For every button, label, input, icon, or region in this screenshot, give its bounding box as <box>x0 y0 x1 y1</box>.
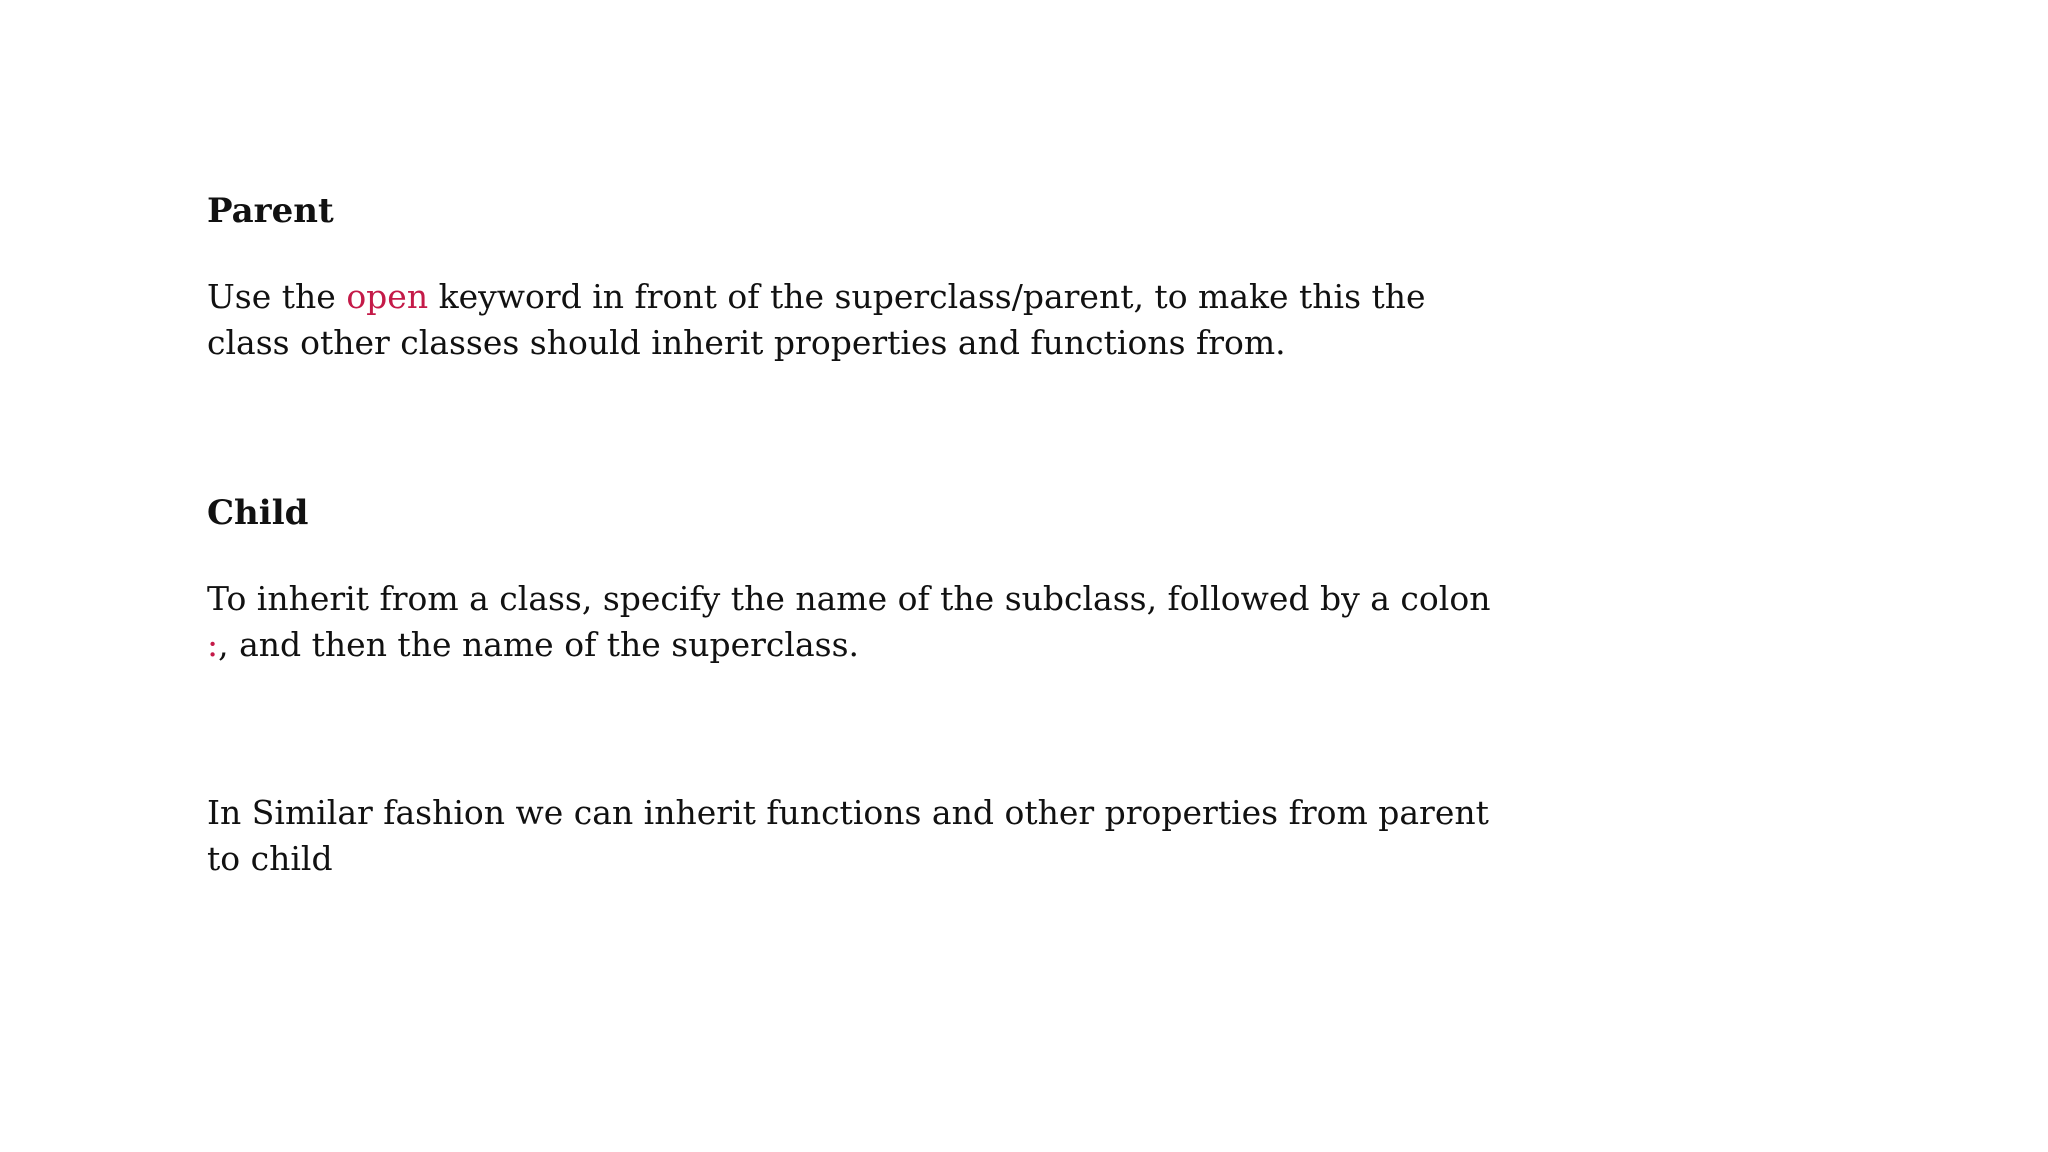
closing-statement: In Similar fashion we can inherit functions and other properties from parent to child <box>207 793 1489 878</box>
child-heading: Child <box>207 493 309 533</box>
child-description <box>207 576 1507 668</box>
parent-text-before: Use the <box>207 277 347 316</box>
parent-description <box>207 274 1507 366</box>
parent-heading: Parent <box>207 191 334 231</box>
open-keyword: open <box>346 277 429 316</box>
colon-symbol: : <box>207 625 219 664</box>
child-text-after: , and then the name of the superclass. <box>218 625 859 664</box>
parent-text-after: keyword in front of the superclass/parent, to make this the class other classes should inherit properties and functions from. <box>207 277 1426 362</box>
child-text-before: To inherit from a class, specify the name of the subclass, followed by a colon <box>207 579 1491 618</box>
